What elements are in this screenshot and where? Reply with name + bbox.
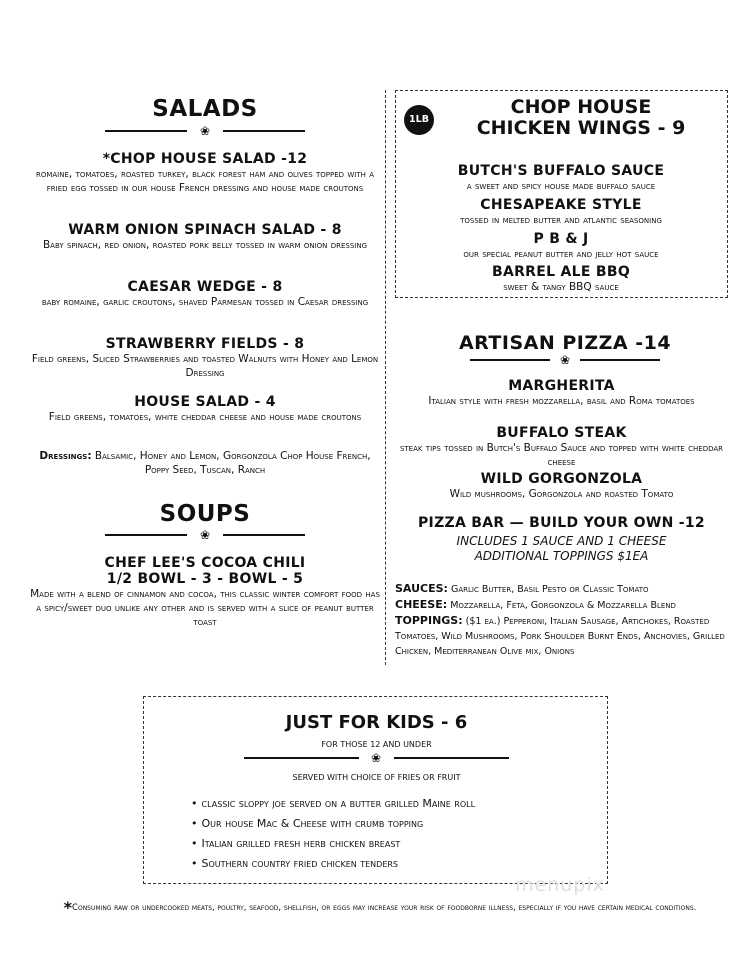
sauce-desc: sweet & tangy BBQ sauce (503, 281, 619, 293)
sauce-desc: tossed in melted butter and atlantic seasoning (460, 214, 662, 226)
pizza-name: WILD GORGONZOLA (480, 471, 643, 487)
toppings-line (395, 613, 728, 659)
salads-heading: SALADS (152, 96, 258, 122)
pizza-item (395, 378, 728, 408)
list-item: • Southern country fried chicken tenders (191, 854, 475, 874)
salads-divider (105, 124, 305, 138)
cheese-text: Mozzarella, Feta, Gorgonzola & Mozzarella Blend (450, 600, 676, 611)
sauce-name: BUTCH'S BUFFALO SAUCE (457, 163, 665, 179)
pizza-desc: Italian style with fresh mozzarella, basil and Roma tomatoes (428, 395, 695, 407)
salad-name: WARM ONION SPINACH SALAD - 8 (68, 222, 342, 238)
flower-ornament-icon: ❀ (199, 528, 211, 542)
wings-heading (436, 97, 726, 139)
asterisk: * (63, 898, 73, 917)
sauce-name: BARREL ALE BBQ (491, 264, 631, 280)
cheese-label: CHEESE: (395, 598, 448, 611)
pizza-divider (470, 353, 660, 367)
list-item: • classic sloppy joe served on a butter grilled Maine roll (191, 794, 475, 814)
pizza-item (395, 425, 728, 469)
pizza-options (395, 581, 728, 659)
list-item: • Our house Mac & Cheese with crumb topping (191, 814, 475, 834)
salad-name: *CHOP HOUSE SALAD -12 (102, 151, 308, 167)
kids-box (143, 696, 608, 884)
wings-title-line2: CHICKEN WINGS - 9 (476, 117, 686, 139)
dressings-text: Balsamic, Honey and Lemon, Gorgonzola Chop House French, Poppy Seed, Tuscan, Ranch (94, 450, 371, 476)
pizza-name: BUFFALO STEAK (496, 425, 627, 441)
flower-ornament-icon: ❀ (199, 124, 211, 138)
pizza-bar (395, 515, 728, 564)
kids-divider (244, 751, 509, 765)
kids-served-note: SERVED WITH CHOICE OF FRIES OR FRUIT (292, 773, 461, 782)
sauces-line (395, 581, 728, 597)
wing-sauce (396, 197, 726, 227)
salad-item (30, 279, 380, 309)
flower-ornament-icon: ❀ (559, 353, 571, 367)
sauce-name: P B & J (533, 231, 589, 247)
disclaimer-text: Consuming raw or undercooked meats, poultry, seafood, shellfish, or eggs may increase your risk of foodborne illness, especially if you have certain medical conditions. (72, 903, 697, 913)
sauces-label: SAUCES: (395, 582, 448, 595)
wing-sauce (396, 264, 726, 294)
kids-age-note: FOR THOSE 12 AND UNDER (321, 740, 432, 749)
kids-menu-list (191, 794, 475, 874)
toppings-label: TOPPINGS: (395, 614, 463, 627)
salad-desc: baby romaine, garlic croutons, shaved Parmesan tossed in Caesar dressing (41, 296, 369, 308)
dressings-list (30, 449, 380, 477)
pizza-name: MARGHERITA (508, 378, 615, 394)
wing-sauce (396, 163, 726, 193)
salad-name: HOUSE SALAD - 4 (134, 394, 276, 410)
salad-desc: Baby spinach, red onion, roasted pork belly tossed in warm onion dressing (42, 239, 368, 251)
soups-divider (105, 528, 305, 542)
pizza-desc: Wild mushrooms, Gorgonzola and roasted Tomato (449, 488, 674, 500)
salad-desc: romaine, tomatoes, roasted turkey, black forest ham and olives topped with a fried egg tossed in our house French dressing and house made croutons (35, 168, 375, 194)
pizza-bar-title: PIZZA BAR — BUILD YOUR OWN -12 (418, 515, 705, 531)
toppings-text: ($1 ea.) Pepperoni, Italian Sausage, Artichokes, Roasted Tomatoes, Wild Mushrooms, Pork Shoulder Burnt Ends, Anchovies, Grilled Chicken, Mediterranean Olive mix, Onions (395, 616, 725, 657)
soup-desc: Made with a blend of cinnamon and cocoa, this classic winter comfort food has a spicy/sweet duo unlike any other and is served with a slice of peanut butter toast (30, 588, 380, 628)
sauces-text: Garlic Butter, Basil Pesto or Classic Tomato (450, 584, 649, 595)
soup-item (30, 555, 380, 629)
sauce-desc: our special peanut butter and jelly hot sauce (463, 248, 659, 260)
sauce-name: CHESAPEAKE STYLE (480, 197, 642, 213)
salad-name: STRAWBERRY FIELDS - 8 (105, 336, 305, 352)
dressings-label: Dressings: (39, 450, 92, 462)
pizza-bar-toppings-note: ADDITIONAL TOPPINGS $1EA (474, 549, 649, 563)
column-divider (385, 90, 386, 665)
cheese-line (395, 597, 728, 613)
soup-price: 1/2 BOWL - 3 - BOWL - 5 (106, 571, 304, 587)
salad-item (30, 151, 380, 195)
sauce-desc: a sweet and spicy house made buffalo sauce (466, 180, 656, 192)
salad-item (30, 222, 380, 252)
wings-title-line1: CHOP HOUSE (510, 96, 652, 118)
pizza-bar-note: INCLUDES 1 SAUCE AND 1 CHEESE (456, 534, 667, 548)
food-safety-disclaimer (60, 898, 700, 917)
soup-name: CHEF LEE'S COCOA CHILI (104, 555, 306, 571)
pizza-heading: ARTISAN PIZZA -14 (458, 332, 672, 354)
salad-name: CAESAR WEDGE - 8 (127, 279, 283, 295)
pizza-desc: steak tips tossed in Butch's Buffalo Sauce and topped with white cheddar cheese (399, 442, 724, 468)
list-item: • Italian grilled fresh herb chicken breast (191, 834, 475, 854)
pizza-item (395, 471, 728, 501)
salad-desc: Field greens, tomatoes, white cheddar cheese and house made croutons (48, 411, 362, 423)
watermark-logo: menupix (515, 874, 605, 896)
salad-item (30, 394, 380, 424)
wings-box (395, 90, 728, 298)
wing-sauce (396, 231, 726, 261)
weight-badge: 1LB (404, 105, 434, 135)
salad-desc: Field greens, Sliced Strawberries and toasted Walnuts with Honey and Lemon Dressing (31, 353, 379, 379)
salad-item (30, 336, 380, 380)
soups-heading: SOUPS (159, 501, 251, 527)
flower-ornament-icon: ❀ (370, 751, 382, 765)
kids-heading: JUST FOR KIDS - 6 (285, 712, 468, 733)
